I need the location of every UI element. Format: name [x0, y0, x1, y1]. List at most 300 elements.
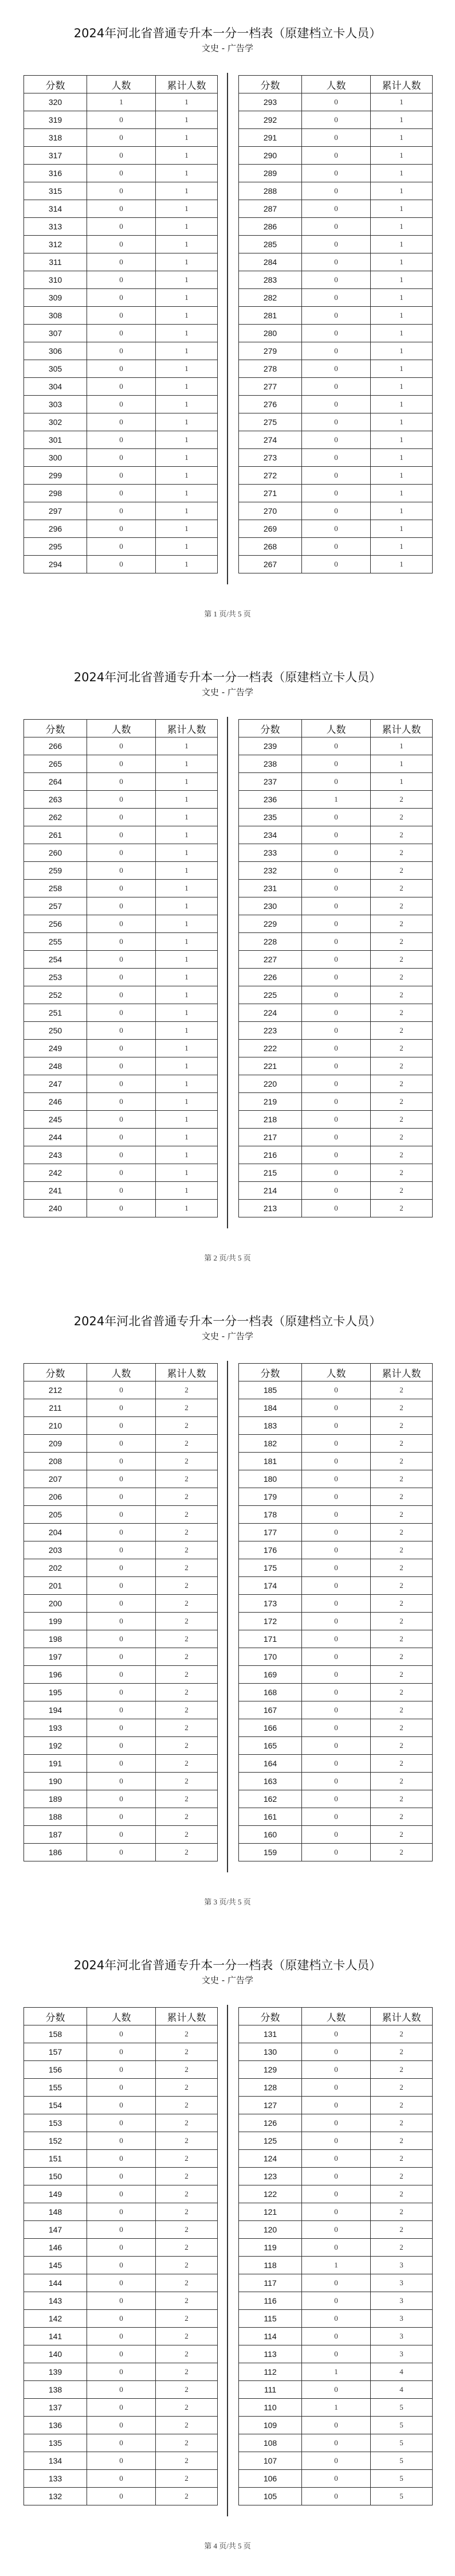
table-row [24, 791, 218, 809]
cell-score: 126 [239, 2114, 302, 2132]
table-row [24, 1399, 218, 1417]
cell-cumulative: 2 [371, 1129, 433, 1146]
cell-count: 0 [302, 236, 371, 253]
cell-cumulative: 2 [371, 2079, 433, 2097]
table-row [24, 271, 218, 289]
cell-count: 0 [302, 502, 371, 520]
cell-cumulative: 2 [371, 1417, 433, 1435]
cell-score: 156 [24, 2061, 87, 2079]
table-row [239, 396, 433, 413]
document-page [0, 1288, 455, 1932]
score-table-left [23, 1363, 218, 1861]
cell-count: 0 [87, 2079, 156, 2097]
table-row [24, 1057, 218, 1075]
cell-cumulative: 1 [156, 289, 218, 307]
cell-cumulative: 1 [156, 1200, 218, 1217]
cell-cumulative: 1 [371, 200, 433, 218]
cell-score: 275 [239, 413, 302, 431]
cell-count: 0 [302, 951, 371, 969]
cell-cumulative: 1 [371, 360, 433, 378]
cell-score: 315 [24, 182, 87, 200]
cell-count: 0 [302, 360, 371, 378]
cell-cumulative: 2 [371, 1057, 433, 1075]
cell-count: 0 [302, 1146, 371, 1164]
table-row [239, 826, 433, 844]
cell-count: 0 [302, 342, 371, 360]
cell-score: 273 [239, 449, 302, 467]
cell-cumulative: 3 [371, 2310, 433, 2328]
table-row [24, 1559, 218, 1577]
table-row [239, 2203, 433, 2221]
cell-score: 109 [239, 2417, 302, 2434]
cell-count: 0 [302, 2417, 371, 2434]
cell-cumulative: 2 [371, 1613, 433, 1630]
cell-count: 0 [302, 1040, 371, 1057]
cell-score: 154 [24, 2097, 87, 2114]
table-row [239, 773, 433, 791]
column-header-cumulative: 累计人数 [371, 76, 433, 93]
column-header-count: 人数 [302, 2008, 371, 2025]
cell-count: 0 [302, 2292, 371, 2310]
table-row [24, 1470, 218, 1488]
cell-cumulative: 2 [371, 1146, 433, 1164]
cell-score: 143 [24, 2292, 87, 2310]
cell-score: 172 [239, 1613, 302, 1630]
table-row [239, 2168, 433, 2185]
table-row [239, 1666, 433, 1684]
cell-count: 0 [302, 93, 371, 111]
cell-score: 223 [239, 1022, 302, 1040]
cell-score: 150 [24, 2168, 87, 2185]
cell-cumulative: 2 [371, 791, 433, 809]
table-row [24, 1524, 218, 1541]
cell-count: 0 [302, 165, 371, 182]
table-row [239, 1524, 433, 1541]
page-subtitle: 文史 - 广告学 [202, 1331, 253, 1341]
cell-score: 304 [24, 378, 87, 396]
table-header-row [24, 720, 218, 737]
table-row [24, 165, 218, 182]
cell-cumulative: 1 [156, 396, 218, 413]
cell-score: 248 [24, 1057, 87, 1075]
cell-cumulative: 2 [371, 1164, 433, 1182]
cell-count: 0 [302, 467, 371, 485]
table-row [239, 1541, 433, 1559]
cell-score: 132 [24, 2488, 87, 2505]
cell-score: 316 [24, 165, 87, 182]
cell-count: 0 [302, 1182, 371, 1200]
cell-score: 233 [239, 844, 302, 862]
cell-score: 283 [239, 271, 302, 289]
table-row [24, 2185, 218, 2203]
cell-count: 0 [87, 1381, 156, 1399]
cell-score: 216 [239, 1146, 302, 1164]
cell-cumulative: 1 [156, 1129, 218, 1146]
cell-score: 140 [24, 2345, 87, 2363]
column-header-cumulative: 累计人数 [371, 2008, 433, 2025]
cell-cumulative: 1 [156, 1146, 218, 1164]
cell-score: 266 [24, 737, 87, 755]
page-footer: 第 4 页/共 5 页 [204, 2542, 251, 2550]
cell-score: 191 [24, 1755, 87, 1773]
cell-cumulative: 1 [371, 520, 433, 538]
cell-cumulative: 2 [156, 1844, 218, 1861]
cell-count: 0 [87, 2434, 156, 2452]
cell-score: 196 [24, 1666, 87, 1684]
cell-count: 0 [87, 737, 156, 755]
cell-cumulative: 1 [371, 111, 433, 129]
cell-score: 249 [24, 1040, 87, 1057]
cell-count: 0 [87, 2452, 156, 2470]
cell-count: 0 [302, 1773, 371, 1790]
cell-score: 290 [239, 147, 302, 165]
cell-score: 309 [24, 289, 87, 307]
cell-cumulative: 1 [156, 253, 218, 271]
cell-score: 297 [24, 502, 87, 520]
cell-count: 0 [302, 1701, 371, 1719]
cell-score: 117 [239, 2274, 302, 2292]
cell-cumulative: 2 [156, 1577, 218, 1595]
cell-count: 0 [302, 1111, 371, 1129]
cell-cumulative: 1 [371, 449, 433, 467]
cell-count: 0 [87, 915, 156, 933]
table-row [239, 809, 433, 826]
cell-score: 229 [239, 915, 302, 933]
cell-cumulative: 2 [156, 2221, 218, 2239]
cell-cumulative: 1 [371, 289, 433, 307]
cell-count: 0 [302, 2079, 371, 2097]
table-row [239, 2079, 433, 2097]
cell-score: 244 [24, 1129, 87, 1146]
cell-cumulative: 2 [156, 2061, 218, 2079]
cell-score: 195 [24, 1684, 87, 1701]
cell-count: 0 [302, 1719, 371, 1737]
cell-score: 319 [24, 111, 87, 129]
cell-score: 301 [24, 431, 87, 449]
cell-count: 0 [302, 538, 371, 556]
cell-count: 0 [302, 1200, 371, 1217]
table-row [24, 1737, 218, 1755]
cell-count: 0 [87, 1129, 156, 1146]
cell-count: 0 [302, 218, 371, 236]
cell-cumulative: 1 [156, 147, 218, 165]
cell-count: 0 [87, 236, 156, 253]
cell-score: 209 [24, 1435, 87, 1453]
cell-count: 0 [87, 289, 156, 307]
cell-score: 284 [239, 253, 302, 271]
table-row [239, 129, 433, 147]
cell-cumulative: 2 [156, 2345, 218, 2363]
table-row [239, 1719, 433, 1737]
cell-count: 0 [87, 969, 156, 986]
cell-score: 274 [239, 431, 302, 449]
score-table-left [23, 2007, 218, 2505]
table-row [239, 1093, 433, 1111]
table-row [239, 2417, 433, 2434]
cell-cumulative: 2 [371, 2132, 433, 2150]
cell-count: 0 [87, 485, 156, 502]
cell-cumulative: 1 [371, 556, 433, 573]
cell-score: 217 [239, 1129, 302, 1146]
cell-cumulative: 2 [156, 1773, 218, 1790]
cell-score: 161 [239, 1808, 302, 1826]
cell-score: 182 [239, 1435, 302, 1453]
cell-cumulative: 2 [156, 2381, 218, 2399]
table-row [239, 1164, 433, 1182]
cell-cumulative: 1 [371, 165, 433, 182]
cell-score: 256 [24, 915, 87, 933]
cell-score: 121 [239, 2203, 302, 2221]
cell-score: 194 [24, 1701, 87, 1719]
column-divider [227, 1361, 228, 1872]
cell-count: 0 [302, 1844, 371, 1861]
cell-score: 208 [24, 1453, 87, 1470]
cell-cumulative: 2 [371, 1182, 433, 1200]
cell-score: 131 [239, 2025, 302, 2043]
table-row [24, 1684, 218, 1701]
table-row [239, 556, 433, 573]
table-row [239, 933, 433, 951]
cell-count: 0 [87, 880, 156, 897]
cell-cumulative: 3 [371, 2257, 433, 2274]
cell-score: 203 [24, 1541, 87, 1559]
table-row [239, 2399, 433, 2417]
cell-score: 226 [239, 969, 302, 986]
cell-count: 0 [87, 325, 156, 342]
cell-count: 0 [302, 129, 371, 147]
cell-cumulative: 1 [371, 129, 433, 147]
cell-score: 317 [24, 147, 87, 165]
column-header-count: 人数 [302, 76, 371, 93]
cell-score: 214 [239, 1182, 302, 1200]
table-row [239, 737, 433, 755]
cell-score: 174 [239, 1577, 302, 1595]
table-row [239, 2274, 433, 2292]
cell-count: 0 [87, 1075, 156, 1093]
cell-count: 0 [87, 2488, 156, 2505]
cell-count: 0 [87, 2168, 156, 2185]
cell-count: 0 [302, 2274, 371, 2292]
column-header-score: 分数 [24, 1364, 87, 1381]
cell-count: 0 [87, 2363, 156, 2381]
cell-score: 128 [239, 2079, 302, 2097]
cell-cumulative: 2 [156, 2168, 218, 2185]
cell-count: 0 [302, 2114, 371, 2132]
cell-count: 0 [87, 2221, 156, 2239]
cell-cumulative: 2 [156, 1701, 218, 1719]
cell-score: 225 [239, 986, 302, 1004]
cell-score: 206 [24, 1488, 87, 1506]
cell-cumulative: 1 [156, 93, 218, 111]
table-row [239, 880, 433, 897]
cell-count: 0 [302, 182, 371, 200]
table-row [239, 1381, 433, 1399]
table-row [24, 2310, 218, 2328]
cell-score: 189 [24, 1790, 87, 1808]
cell-cumulative: 2 [371, 1111, 433, 1129]
table-row [24, 236, 218, 253]
cell-cumulative: 1 [156, 218, 218, 236]
cell-score: 168 [239, 1684, 302, 1701]
cell-count: 1 [302, 2257, 371, 2274]
cell-score: 186 [24, 1844, 87, 1861]
cell-score: 270 [239, 502, 302, 520]
cell-count: 0 [87, 1755, 156, 1773]
cell-count: 0 [302, 2470, 371, 2488]
page-title: 2024年河北省普通专升本一分一档表（原建档立卡人员） [73, 26, 382, 40]
cell-cumulative: 2 [371, 880, 433, 897]
cell-cumulative: 2 [156, 1506, 218, 1524]
table-row [239, 1399, 433, 1417]
cell-count: 0 [87, 2114, 156, 2132]
table-row [24, 1613, 218, 1630]
cell-cumulative: 2 [371, 2221, 433, 2239]
table-row [24, 1630, 218, 1648]
table-row [239, 2132, 433, 2150]
cell-score: 198 [24, 1630, 87, 1648]
cell-cumulative: 2 [371, 1524, 433, 1541]
table-row [24, 862, 218, 880]
cell-count: 0 [87, 844, 156, 862]
table-row [239, 2221, 433, 2239]
cell-score: 210 [24, 1417, 87, 1435]
table-row [239, 1435, 433, 1453]
cell-count: 0 [87, 1435, 156, 1453]
cell-count: 0 [87, 933, 156, 951]
table-row [24, 2328, 218, 2345]
cell-score: 124 [239, 2150, 302, 2168]
table-row [239, 1808, 433, 1826]
cell-count: 0 [87, 1022, 156, 1040]
cell-cumulative: 2 [156, 2434, 218, 2452]
cell-cumulative: 1 [156, 538, 218, 556]
cell-count: 0 [87, 1790, 156, 1808]
table-row [24, 809, 218, 826]
cell-count: 0 [302, 1577, 371, 1595]
table-row [24, 449, 218, 467]
cell-score: 292 [239, 111, 302, 129]
cell-cumulative: 1 [156, 200, 218, 218]
cell-cumulative: 2 [371, 809, 433, 826]
column-header-score: 分数 [24, 2008, 87, 2025]
cell-score: 181 [239, 1453, 302, 1470]
cell-count: 0 [302, 2150, 371, 2168]
table-row [24, 200, 218, 218]
table-row [24, 1453, 218, 1470]
cell-count: 0 [87, 520, 156, 538]
cell-score: 278 [239, 360, 302, 378]
cell-cumulative: 1 [156, 342, 218, 360]
cell-cumulative: 1 [371, 218, 433, 236]
cell-score: 311 [24, 253, 87, 271]
cell-score: 144 [24, 2274, 87, 2292]
page-footer: 第 2 页/共 5 页 [204, 1254, 251, 1262]
table-row [239, 986, 433, 1004]
cell-score: 300 [24, 449, 87, 467]
cell-cumulative: 2 [371, 1506, 433, 1524]
table-row [24, 1808, 218, 1826]
cell-count: 0 [87, 2399, 156, 2417]
table-row [239, 915, 433, 933]
cell-cumulative: 1 [156, 111, 218, 129]
cell-count: 0 [302, 2381, 371, 2399]
cell-cumulative: 1 [371, 236, 433, 253]
cell-cumulative: 1 [371, 467, 433, 485]
cell-score: 133 [24, 2470, 87, 2488]
cell-count: 0 [302, 1684, 371, 1701]
cell-cumulative: 2 [156, 2097, 218, 2114]
table-row [239, 862, 433, 880]
cell-cumulative: 4 [371, 2363, 433, 2381]
cell-score: 221 [239, 1057, 302, 1075]
cell-score: 318 [24, 129, 87, 147]
cell-cumulative: 2 [156, 1453, 218, 1470]
cell-count: 0 [87, 1808, 156, 1826]
cell-count: 0 [302, 969, 371, 986]
cell-cumulative: 1 [156, 933, 218, 951]
cell-cumulative: 2 [371, 1755, 433, 1773]
cell-score: 243 [24, 1146, 87, 1164]
cell-count: 0 [87, 538, 156, 556]
cell-score: 135 [24, 2434, 87, 2452]
cell-cumulative: 1 [156, 307, 218, 325]
cell-cumulative: 2 [156, 2310, 218, 2328]
cell-cumulative: 1 [156, 360, 218, 378]
cell-cumulative: 2 [371, 1719, 433, 1737]
cell-score: 237 [239, 773, 302, 791]
cell-score: 185 [239, 1381, 302, 1399]
page-title: 2024年河北省普通专升本一分一档表（原建档立卡人员） [73, 670, 382, 684]
cell-score: 213 [239, 1200, 302, 1217]
cell-count: 0 [87, 1630, 156, 1648]
cell-count: 0 [87, 1200, 156, 1217]
table-row [24, 969, 218, 986]
table-row [239, 755, 433, 773]
cell-count: 1 [302, 2363, 371, 2381]
table-row [24, 2345, 218, 2363]
cell-cumulative: 2 [156, 1684, 218, 1701]
cell-cumulative: 2 [156, 1719, 218, 1737]
cell-count: 0 [87, 1506, 156, 1524]
cell-count: 0 [87, 2310, 156, 2328]
table-row [24, 2239, 218, 2257]
cell-cumulative: 1 [371, 431, 433, 449]
cell-score: 285 [239, 236, 302, 253]
cell-count: 0 [87, 1040, 156, 1057]
cell-cumulative: 1 [156, 413, 218, 431]
cell-count: 0 [87, 1719, 156, 1737]
cell-cumulative: 2 [156, 2114, 218, 2132]
cell-score: 235 [239, 809, 302, 826]
cell-score: 136 [24, 2417, 87, 2434]
table-row [239, 1613, 433, 1630]
table-row [239, 2114, 433, 2132]
cell-cumulative: 1 [156, 502, 218, 520]
cell-count: 0 [87, 1111, 156, 1129]
cell-count: 0 [87, 2097, 156, 2114]
cell-count: 0 [302, 449, 371, 467]
cell-cumulative: 1 [156, 182, 218, 200]
cell-score: 215 [239, 1164, 302, 1182]
cell-count: 0 [87, 2345, 156, 2363]
cell-score: 264 [24, 773, 87, 791]
cell-cumulative: 2 [371, 2239, 433, 2257]
cell-count: 0 [87, 1613, 156, 1630]
table-row [239, 1129, 433, 1146]
cell-count: 0 [87, 1146, 156, 1164]
table-row [239, 1630, 433, 1648]
cell-cumulative: 2 [371, 1093, 433, 1111]
